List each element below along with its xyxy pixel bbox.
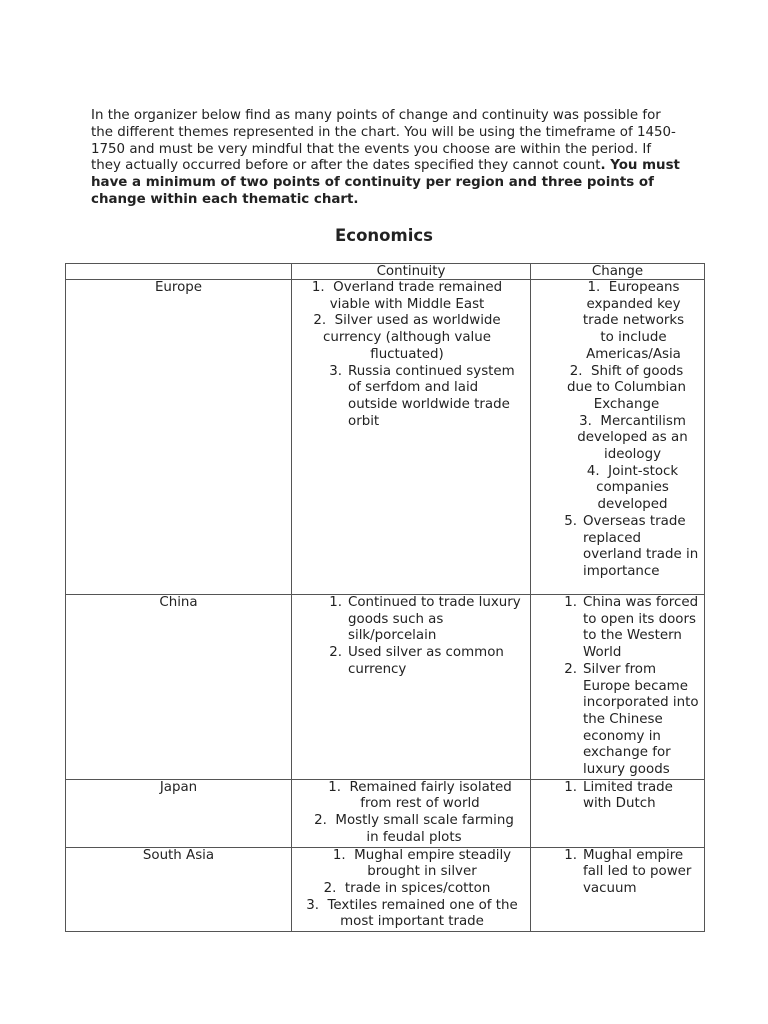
list-item: 2. Silver used as worldwide currency (although value fluctuated) [313, 313, 501, 362]
instructions-bold-text: . You must have a minimum of two points of continuity per region and three points of change within each thematic chart. [91, 158, 680, 207]
header-cell-region [66, 264, 292, 280]
list-item: 3. Russia continued system of serfdom and laid outside worldwide trade orbit [329, 363, 515, 429]
list-item: 3. Mercantilism developed as an ideology [577, 413, 688, 463]
list-item: 4. Joint-stock companies developed [586, 463, 679, 513]
table-row-china [66, 595, 705, 780]
change-list [531, 595, 704, 779]
region-cell: South Asia [66, 847, 292, 932]
continuity-cell [292, 847, 531, 932]
list-item: 1. Mughal empire fall led to power vacuum [564, 847, 692, 896]
region-cell: Europe [66, 280, 292, 595]
header-cell-continuity: Continuity [292, 264, 531, 280]
list-item: 3. Textiles remained one of the most important trade [306, 897, 518, 930]
table-header-row [66, 264, 705, 280]
change-list [531, 780, 704, 813]
continuity-list [292, 280, 530, 430]
list-item: 1. China was forced to open its doors to the Western World [564, 595, 699, 661]
continuity-list [292, 780, 530, 847]
list-item: 2. trade in spices/cotton [323, 880, 491, 896]
change-list [531, 280, 704, 581]
change-cell [531, 847, 705, 932]
list-item: 1. Overland trade remained viable with Middle East [311, 280, 503, 312]
change-cell [531, 280, 705, 595]
table-row-japan [66, 779, 705, 847]
list-item: 2. Mostly small scale farming in feudal plots [314, 813, 514, 845]
continuity-list [292, 848, 530, 932]
change-cell [531, 779, 705, 847]
region-cell: Japan [66, 779, 292, 847]
continuity-list [292, 595, 530, 679]
continuity-cell [292, 779, 531, 847]
list-item: 1. Remained fairly isolated from rest of world [328, 779, 512, 812]
header-cell-change: Change [531, 264, 705, 280]
region-cell: China [66, 595, 292, 780]
list-item: 1. Mughal empire steadily brought in silver [332, 847, 512, 880]
section-title: Economics [335, 226, 433, 245]
list-item: 1. Continued to trade luxury goods such as silk/porcelain [329, 595, 521, 644]
list-item: 5. Overseas trade replaced overland trade in importance [564, 513, 699, 579]
list-item: 2. Used silver as common currency [329, 645, 504, 677]
list-item: 1. Europeans expanded key trade networks to include Americas/Asia [582, 280, 685, 362]
list-item: 1. Limited trade with Dutch [564, 779, 673, 812]
list-item: 2. Shift of goods due to Columbian Exchange [567, 363, 686, 412]
table-row-south-asia [66, 847, 705, 932]
continuity-cell [292, 280, 531, 595]
continuity-cell [292, 595, 531, 780]
change-list [531, 848, 704, 898]
organizer-table [65, 263, 705, 932]
instructions-text: In the organizer below find as many points of change and continuity was possible for the different themes represented in the chart. You will be using the timeframe of 1450-1750 and must be very mindful that the events you choose are within the period. If they actually occurred before or after the dates specified they cannot count [91, 108, 676, 174]
instructions-paragraph [91, 108, 681, 209]
list-item: 2. Silver from Europe became incorporated into the Chinese economy in exchange for luxury goods [564, 661, 699, 778]
table-row-europe [66, 280, 705, 595]
change-cell [531, 595, 705, 780]
